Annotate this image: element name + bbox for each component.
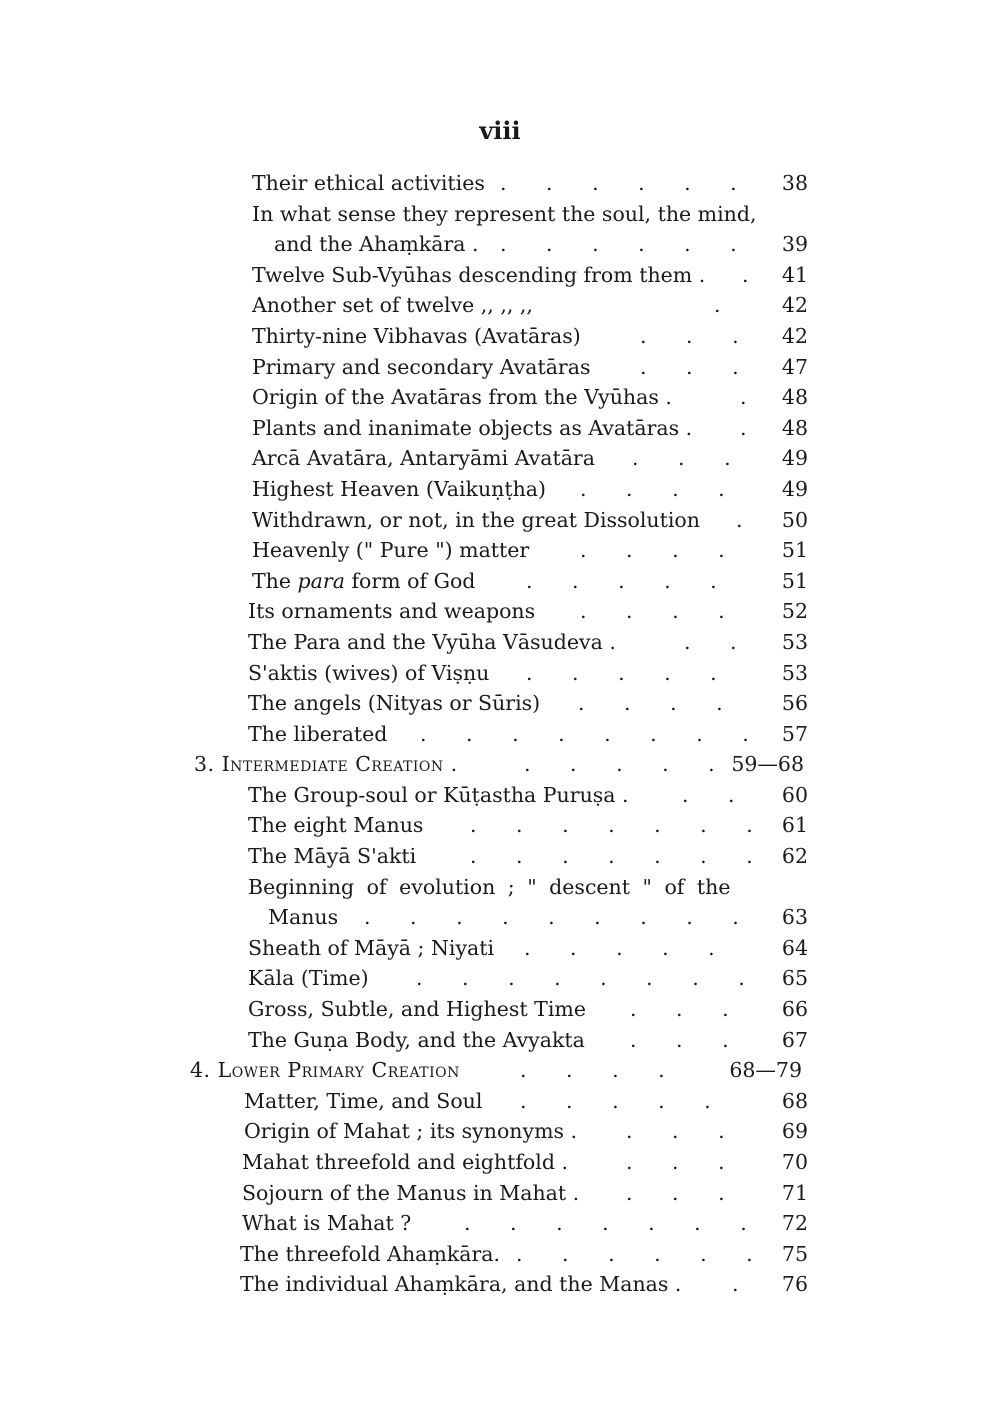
- leader-dots: . . .: [626, 1180, 725, 1205]
- toc-entry-page: 62: [781, 844, 808, 869]
- toc-entry-page: 63: [781, 905, 808, 930]
- leader-dots: . . . . . . .: [464, 1211, 747, 1236]
- toc-entry: [0, 321, 1000, 352]
- toc-entry-title: The threefold Ahaṃkāra.: [240, 1241, 501, 1266]
- toc-entry-page: 71: [781, 1180, 808, 1205]
- toc-entry-title: Gross, Subtle, and Highest Time: [248, 997, 586, 1022]
- toc-entry: [0, 627, 1000, 658]
- toc-entry-title: In what sense they represent the soul, the mind,: [252, 201, 757, 226]
- leader-dots: . . . . .: [524, 752, 715, 777]
- leader-dots: . . . . . . .: [470, 844, 753, 869]
- leader-dots: .: [732, 1272, 739, 1297]
- leader-dots: . . . . . . .: [470, 813, 753, 838]
- toc-entry: [0, 1239, 1000, 1270]
- toc-entry: [0, 719, 1000, 750]
- leader-dots: . . .: [626, 1150, 725, 1174]
- toc-entry-page: 64: [781, 935, 808, 960]
- leader-dots: .: [736, 507, 743, 532]
- toc-entry-title: Manus: [268, 905, 339, 930]
- toc-entry: [0, 260, 1000, 291]
- toc-entry-page: 49: [781, 446, 808, 471]
- leader-dots: . . . .: [580, 538, 725, 563]
- toc-entry: [0, 443, 1000, 474]
- toc-entry-title: The Para and the Vyūha Vāsudeva .: [248, 629, 616, 654]
- leader-dots: . .: [682, 782, 735, 807]
- leader-dots: . . . . . .: [500, 171, 737, 195]
- toc-entry-page: 51: [781, 568, 808, 593]
- leader-dots: .: [714, 293, 721, 318]
- toc-entry-title: The liberated: [248, 721, 388, 746]
- toc-entry: [0, 1178, 1000, 1209]
- toc-entry-page: 57: [781, 721, 808, 746]
- toc-entry-page: 76: [781, 1272, 808, 1297]
- toc-entry: [0, 199, 1000, 230]
- leader-dots: .: [742, 262, 749, 287]
- toc-entry-page: 68: [781, 1088, 808, 1113]
- toc-entry-title: Arcā Avatāra, Antaryāmi Avatāra: [252, 446, 595, 471]
- toc-entry-title: Mahat threefold and eightfold .: [242, 1150, 568, 1174]
- toc-section-title: 4. Lower Primary Creation: [190, 1058, 460, 1083]
- toc-entry: [0, 963, 1000, 994]
- toc-entry-page: 51: [781, 538, 808, 563]
- toc-entry: [0, 168, 1000, 199]
- toc-entry-title: S'aktis (wives) of Viṣṇu: [248, 660, 490, 685]
- toc-entry: [0, 841, 1000, 872]
- toc-entry-title: Highest Heaven (Vaikuṇṭha): [252, 476, 547, 501]
- toc-entry-page: 53: [781, 629, 808, 654]
- toc-entry-page: 50: [781, 507, 808, 532]
- toc-entry-page: 39: [781, 232, 808, 257]
- toc-section-heading: [0, 1055, 1000, 1086]
- leader-dots: .: [740, 385, 747, 410]
- toc-entry-page: 56: [781, 691, 808, 716]
- toc-entry: [0, 352, 1000, 383]
- toc-entry-title: Heavenly (" Pure ") matter: [252, 538, 530, 563]
- leader-dots: . . .: [640, 354, 739, 379]
- toc-entry-page: 61: [781, 813, 808, 838]
- leader-dots: . . .: [630, 997, 729, 1022]
- leader-dots: . . .: [632, 446, 731, 471]
- toc-entry: [0, 1086, 1000, 1117]
- toc-entry-title: Sheath of Māyā ; Niyati: [248, 935, 495, 960]
- leader-dots: . . . .: [578, 691, 723, 716]
- page-number: viii: [479, 116, 521, 145]
- toc-entry-title: Its ornaments and weapons: [248, 599, 536, 624]
- toc-entry: [0, 1147, 1000, 1178]
- toc-entry-page: 75: [781, 1241, 808, 1266]
- leader-dots: . . .: [626, 1119, 725, 1144]
- toc-entry-title: Thirty-nine Vibhavas (Avatāras): [252, 323, 581, 348]
- table-of-contents: [0, 168, 1000, 1300]
- toc-entry-title: Twelve Sub-Vyūhas descending from them .: [252, 262, 706, 287]
- toc-entry-title: Kāla (Time): [248, 966, 369, 991]
- toc-entry-title: What is Mahat ?: [242, 1211, 412, 1236]
- leader-dots: . . . . . . . . .: [364, 905, 739, 930]
- toc-entry: [0, 994, 1000, 1025]
- toc-entry-page: 52: [781, 599, 808, 624]
- leader-dots: . . . . .: [526, 568, 717, 593]
- toc-entry: [0, 1208, 1000, 1239]
- toc-entry: [0, 658, 1000, 689]
- toc-section-title: 3. Intermediate Creation .: [194, 752, 458, 777]
- toc-entry-title: The eight Manus: [248, 813, 424, 838]
- leader-dots: . . . . . . . .: [420, 721, 749, 746]
- toc-entry-title: The Māyā S'akti: [248, 844, 417, 869]
- toc-entry-title: Matter, Time, and Soul: [244, 1088, 483, 1113]
- toc-entry-title: The individual Ahaṃkāra, and the Manas .: [240, 1272, 682, 1297]
- toc-entry-title: The Guṇa Body, and the Avyakta: [248, 1027, 585, 1052]
- toc-entry: [0, 535, 1000, 566]
- leader-dots: . . .: [630, 1027, 729, 1052]
- toc-entry-title: Sojourn of the Manus in Mahat .: [242, 1180, 580, 1205]
- toc-entry-title: Their ethical activities: [252, 171, 485, 195]
- toc-entry: [0, 1116, 1000, 1147]
- leader-dots: . . . .: [580, 476, 725, 501]
- toc-entry-page: 69: [781, 1119, 808, 1144]
- toc-section-heading: [0, 749, 1000, 780]
- toc-entry-title: and the Ahaṃkāra .: [274, 232, 479, 257]
- leader-dots: . . . . .: [526, 660, 717, 685]
- toc-entry-title-prefix: The: [252, 568, 292, 593]
- toc-entry-title: Beginning of evolution ; " descent " of the: [248, 874, 731, 899]
- toc-entry-title: Withdrawn, or not, in the great Dissolution: [252, 507, 700, 532]
- toc-entry-title: [252, 566, 475, 597]
- leader-dots: . . . . . . . .: [416, 966, 745, 991]
- toc-entry-title: Origin of the Avatāras from the Vyūhas .: [252, 385, 672, 410]
- toc-entry-page: 41: [781, 262, 808, 287]
- leader-dots: . . . .: [580, 599, 725, 624]
- toc-entry-title: The Group-soul or Kūṭastha Puruṣa .: [248, 782, 629, 807]
- toc-entry-page: 65: [781, 966, 808, 991]
- toc-entry-page: 48: [781, 385, 808, 410]
- toc-entry-title-rest: form of God: [351, 568, 476, 593]
- toc-entry-page: 66: [781, 997, 808, 1022]
- toc-entry-page: 70: [781, 1150, 808, 1174]
- toc-entry-page: 48: [781, 415, 808, 440]
- toc-entry: [0, 1025, 1000, 1056]
- toc-entry: [0, 229, 1000, 260]
- toc-entry: [0, 596, 1000, 627]
- toc-entry-page: 47: [781, 354, 808, 379]
- leader-dots: . . . . .: [524, 935, 715, 960]
- toc-entry-title: Another set of twelve ,, ,, ,,: [252, 293, 533, 318]
- toc-entry: [0, 902, 1000, 933]
- toc-entry-page: 49: [781, 476, 808, 501]
- toc-entry-page: 60: [781, 782, 808, 807]
- toc-entry-page: 67: [781, 1027, 808, 1052]
- toc-entry: [0, 505, 1000, 536]
- toc-entry: [0, 810, 1000, 841]
- leader-dots: .: [740, 415, 747, 440]
- toc-entry-page: 53: [781, 660, 808, 685]
- toc-entry-title-emphasis: para: [297, 568, 345, 593]
- toc-entry-title: Origin of Mahat ; its synonyms .: [244, 1119, 578, 1144]
- toc-entry: [0, 780, 1000, 811]
- leader-dots: . . .: [640, 323, 739, 348]
- toc-entry-page: 42: [781, 323, 808, 348]
- toc-entry: [0, 382, 1000, 413]
- leader-dots: . . . .: [520, 1058, 665, 1083]
- toc-entry: [0, 933, 1000, 964]
- toc-entry-page: 72: [781, 1211, 808, 1236]
- toc-entry-page: 38: [781, 171, 808, 195]
- leader-dots: . . . . .: [520, 1088, 711, 1113]
- toc-entry: [0, 566, 1000, 597]
- toc-entry: [0, 688, 1000, 719]
- leader-dots: . .: [684, 629, 737, 654]
- leader-dots: . . . . . .: [500, 232, 737, 257]
- toc-entry-title: The angels (Nityas or Sūris): [248, 691, 541, 716]
- leader-dots: . . . . . .: [516, 1241, 753, 1266]
- toc-section-pages: 68—79: [729, 1058, 802, 1083]
- toc-entry-title: Plants and inanimate objects as Avatāras .: [252, 415, 693, 440]
- toc-entry: [0, 413, 1000, 444]
- toc-entry-page: 42: [781, 293, 808, 318]
- toc-entry: [0, 1269, 1000, 1300]
- toc-entry: [0, 290, 1000, 321]
- toc-section-pages: 59—68: [731, 752, 804, 777]
- toc-entry: [0, 872, 1000, 903]
- toc-entry-title: Primary and secondary Avatāras: [252, 354, 591, 379]
- toc-entry: [0, 474, 1000, 505]
